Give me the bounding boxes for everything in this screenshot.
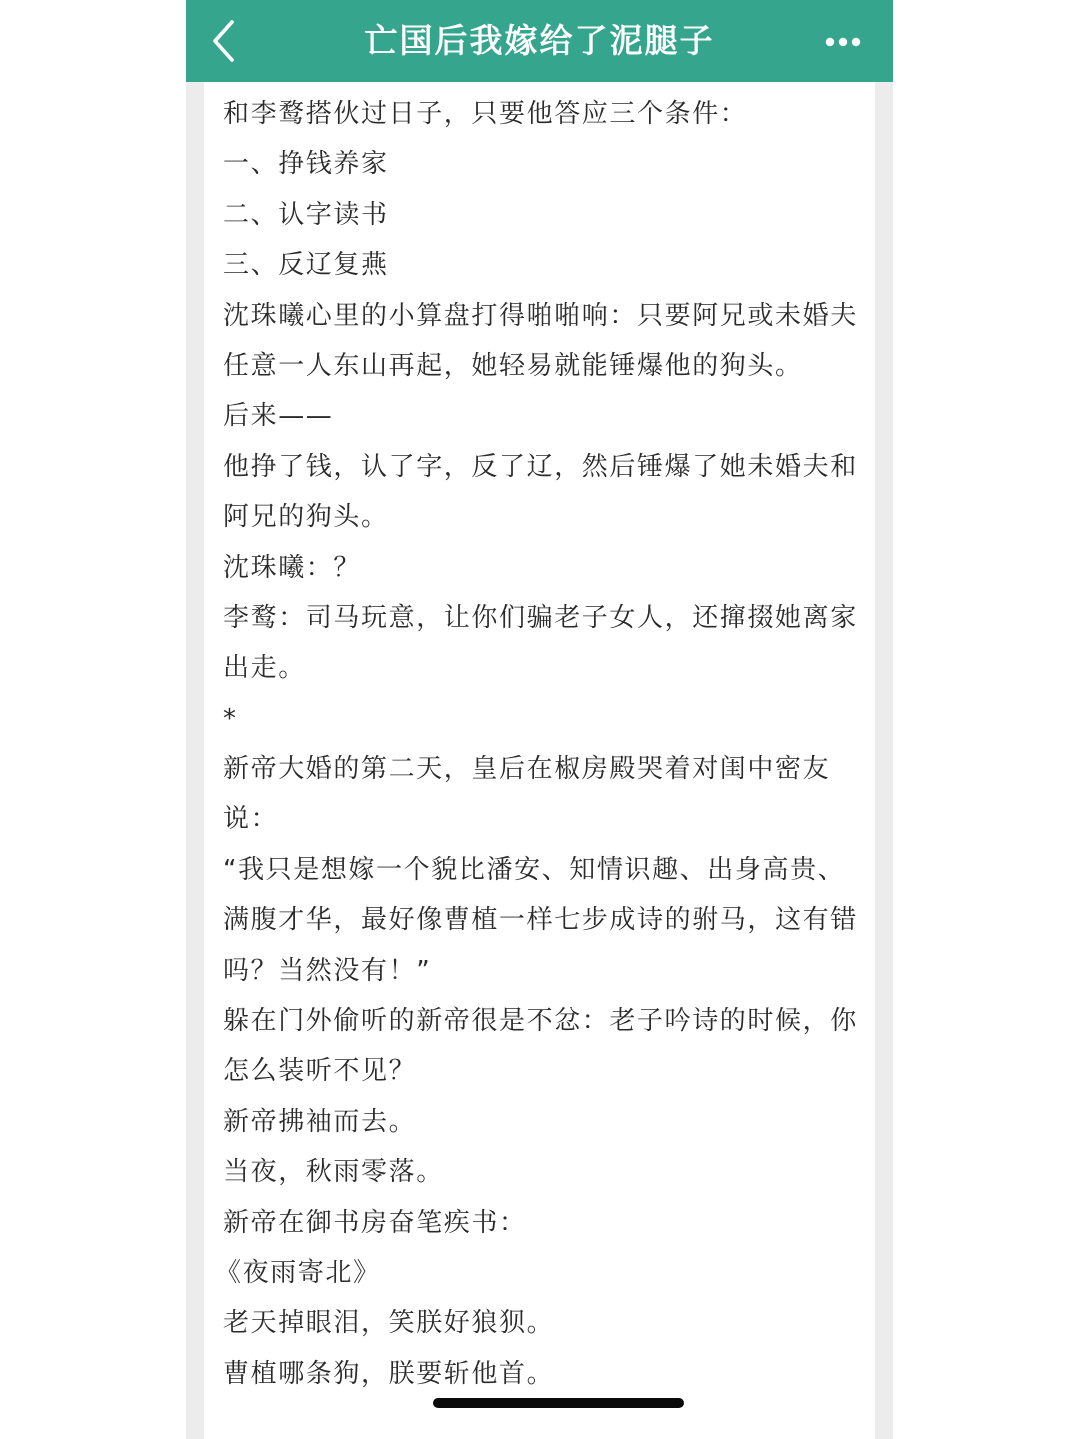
text-line: 老天掉眼泪，笑朕好狼狈。 [223,1308,555,1339]
text-line: 任意一人东山再起，她轻易就能锤爆他的狗头。 [223,350,803,381]
more-button[interactable] [823,26,863,56]
text-line: 新帝拂袖而去。 [223,1106,417,1137]
phone-screen [186,0,893,1439]
text-line: 二、认字读书 [223,199,389,230]
content-area[interactable] [204,82,875,1439]
text-line: 一、挣钱养家 [223,149,389,180]
text-line: 三、反辽复燕 [223,250,389,281]
text-line: 沈珠曦：？ [223,552,362,583]
chevron-left-icon [200,16,250,66]
text-line: 吗？当然没有！” [223,955,432,986]
nav-bar [186,0,893,82]
text-line: “我只是想嫁一个貌比潘安、知情识趣、出身高贵、 [223,854,846,885]
text-line: 他挣了钱，认了字，反了辽，然后锤爆了她未婚夫和 [223,451,858,482]
text-body [215,89,863,1399]
text-line: 出走。 [223,653,306,684]
text-line: 阿兄的狗头。 [223,502,389,533]
text-line: * [223,703,238,734]
back-button[interactable] [200,16,250,66]
text-line: 新帝在御书房奋笔疾书： [223,1207,527,1238]
text-line: 《夜雨寄北》 [215,1257,381,1288]
text-line: 当夜，秋雨零落。 [223,1157,444,1188]
page-title: 亡国后我嫁给了泥腿子 [364,21,715,60]
text-line: 说： [223,804,279,835]
text-line: 满腹才华，最好像曹植一样七步成诗的驸马，这有错 [223,905,858,936]
text-line: 躲在门外偷听的新帝很是不忿：老子吟诗的时候，你 [223,1006,858,1037]
text-line: 新帝大婚的第二天，皇后在椒房殿哭着对闺中密友 [223,754,831,785]
text-line: 怎么装听不见？ [223,1056,417,1087]
text-line: 沈珠曦心里的小算盘打得啪啪响：只要阿兄或未婚夫 [223,300,858,331]
text-line: 和李鹜搭伙过日子，只要他答应三个条件： [223,99,748,129]
ellipsis-icon [823,26,863,56]
text-line: 李鹜：司马玩意，让你们骗老子女人，还撺掇她离家 [223,602,858,633]
home-indicator[interactable] [433,1398,684,1408]
text-line: 曹植哪条狗，朕要斩他首。 [223,1358,555,1389]
text-line: 后来—— [223,401,334,432]
